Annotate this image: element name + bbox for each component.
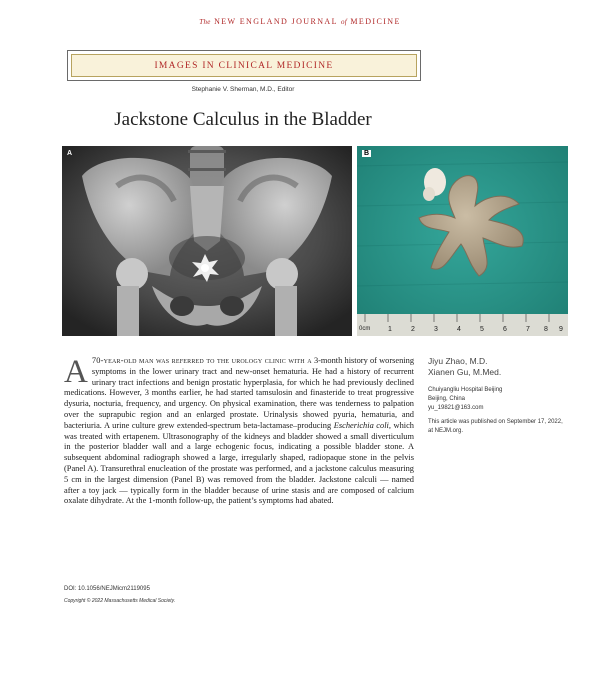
copyright: Copyright © 2022 Massachusetts Medical Society.: [64, 598, 176, 604]
ruler: [357, 314, 568, 336]
author-name: Jiyu Zhao, M.D.: [428, 356, 488, 366]
panel-b-photo: [357, 146, 568, 336]
masthead-name: NEW ENGLAND JOURNAL: [214, 17, 338, 26]
stone-photo-image: [357, 146, 568, 336]
panel-a-label: A: [67, 150, 73, 157]
panel-a-radiograph: [62, 146, 352, 336]
author-name: Xianen Gu, M.Med.: [428, 367, 502, 377]
masthead-the: The: [199, 18, 211, 26]
ruler-tick-label: 3: [434, 326, 438, 333]
editor-line: Stephanie V. Sherman, M.D., Editor: [191, 86, 295, 93]
article-title: Jackstone Calculus in the Bladder: [114, 109, 372, 130]
article-body: [64, 356, 414, 507]
organism-name: Escherichia coli,: [333, 420, 391, 430]
article-body-part-2: which was treated with ertapenem. Ultrasonography of the kidneys and bladder showed a small diverticulum in the posterior bladder wall and a large echogenic focus, indicating a possible bladder stone. A subsequent abdominal radiograph showed a large, irregularly shaped, radiopaque stone in the pelvis (Panel A). Transurethral enucleation of the prostate was performed, and a jackstone calculus measuring 5 cm in the largest dimension (Panel B) was removed from the bladder. Jackstone calculi — named after a toy jack — typically form in the bladder because of urine stasis and are composed of calcium oxalate dihydrate. At the 1-month follow-up, the patient’s symptoms had abated.: [64, 420, 414, 506]
section-title: IMAGES IN CLINICAL MEDICINE: [154, 60, 334, 71]
article-lead: 70-year-old man was referred to the urology clinic with a: [91, 356, 312, 365]
ruler-tick-label: 5: [480, 326, 484, 333]
ruler-start-label: 0cm: [359, 326, 371, 332]
author-email: yu_19821@163.com: [428, 405, 484, 411]
doi: DOI: 10.1056/NEJMicm2119095: [64, 586, 150, 592]
ruler-tick-label: 4: [457, 326, 461, 333]
ruler-tick-label: 7: [526, 326, 530, 333]
ruler-tick-label: 2: [411, 326, 415, 333]
panel-b-label: B: [364, 150, 370, 157]
radiograph-image: [62, 146, 352, 336]
ruler-tick-label: 1: [388, 326, 392, 333]
journal-masthead: [0, 17, 600, 26]
ruler-tick-label: 8: [544, 326, 548, 333]
ruler-tick-label: 9: [559, 326, 563, 333]
article-body-part-1: 3-month history of worsening symptoms in the lower urinary tract and new-onset hematuria. He had a history of recurrent urinary tract infections and benign prostatic hyperplasia, for which he had previously declined medications. However, 3 months earlier, he had started tamsulosin and finasteride to treat progressive dysuria, nocturia, frequency, and urgency. On physical examination, there was tenderness to palpation over the suprapubic region and an enlarged prostate. Urinalysis showed pyuria, hematuria, and bacteriuria. A urine culture grew extended-spectrum beta-lactamase–producing: [64, 356, 415, 430]
ruler-tick-label: 6: [503, 326, 507, 333]
affiliation-city: Beijing, China: [428, 396, 466, 402]
author-sidebar: [428, 356, 568, 436]
affiliation-hospital: Chuiyangliu Hospital Beijing: [428, 387, 503, 393]
drop-cap: A: [64, 354, 88, 390]
publication-note: This article was published on September 17, 2022, at NEJM.org.: [428, 419, 563, 434]
section-header-box: [67, 50, 421, 81]
masthead-name-2: MEDICINE: [350, 17, 401, 26]
masthead-of: of: [340, 18, 348, 26]
